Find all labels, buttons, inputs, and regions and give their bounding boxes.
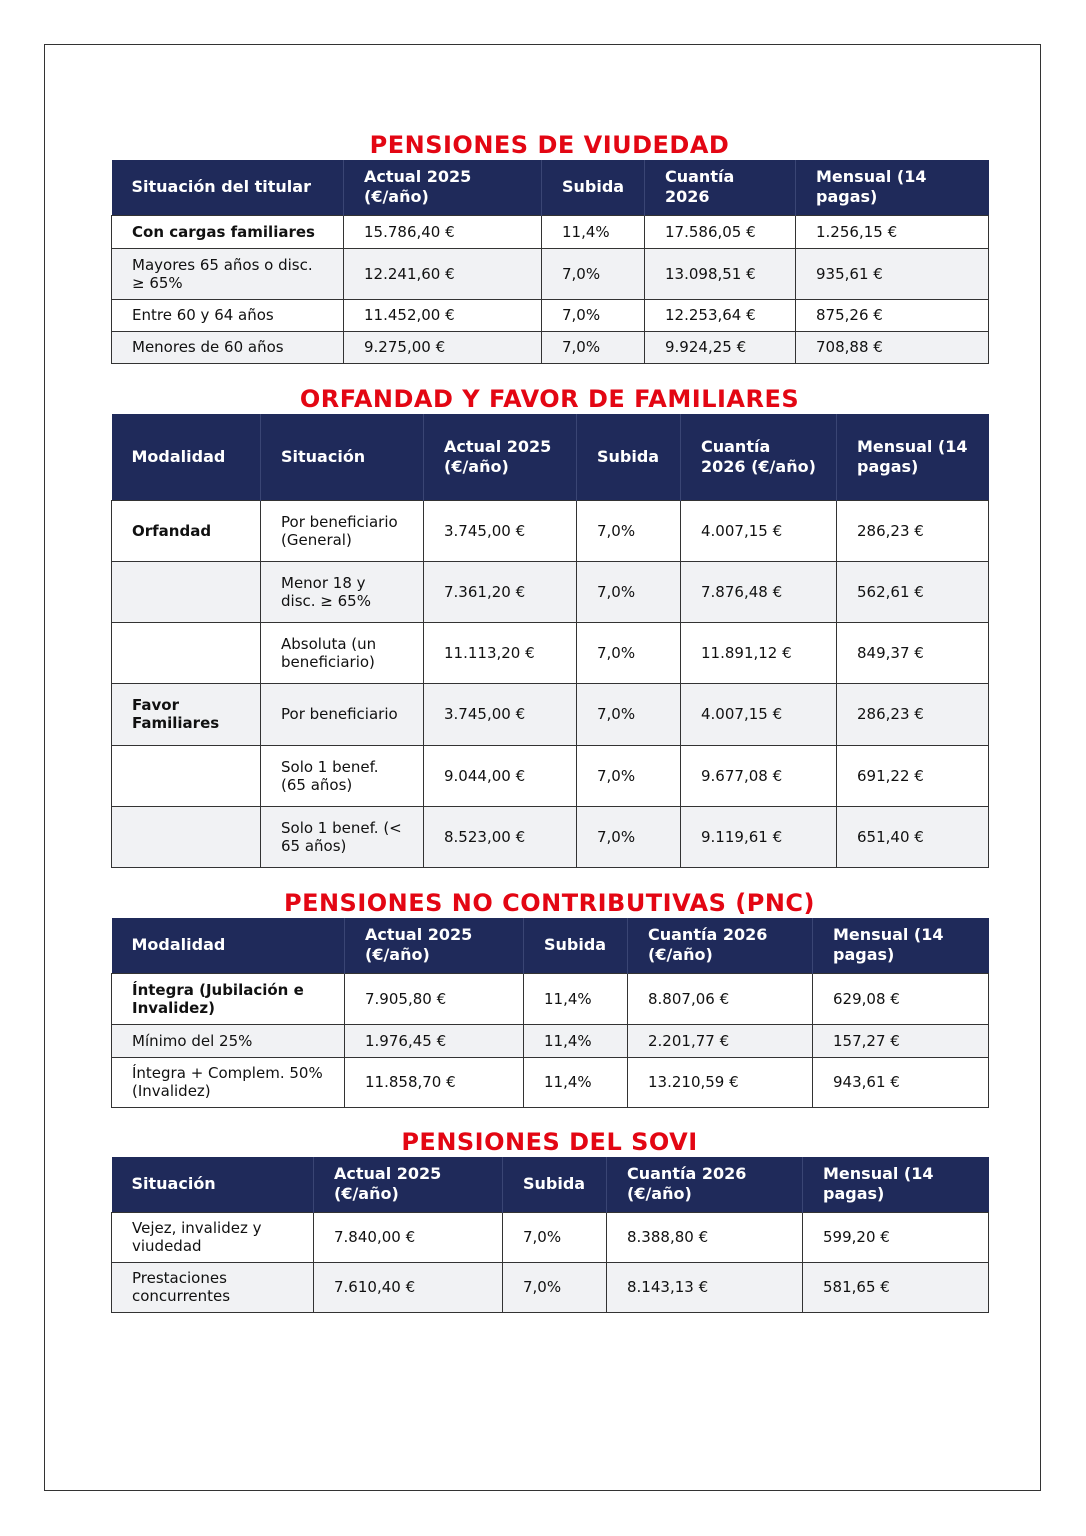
cell: 7,0% [577, 622, 681, 683]
cell: 935,61 € [796, 248, 989, 299]
cell: 629,08 € [813, 973, 989, 1024]
cell [112, 745, 261, 806]
table-row [112, 806, 989, 867]
cell: 7,0% [577, 500, 681, 561]
cell: 7,0% [503, 1262, 607, 1312]
cell: Íntegra + Complem. 50% (Invalidez) [112, 1057, 345, 1107]
table-row [112, 1262, 989, 1312]
cell: 651,40 € [837, 806, 989, 867]
table-header-row [112, 918, 989, 973]
table-viudedad [111, 160, 989, 364]
cell: 7,0% [503, 1212, 607, 1262]
section-title-pnc: PENSIONES NO CONTRIBUTIVAS (PNC) [283, 889, 815, 917]
column-header: Situación del titular [112, 160, 344, 215]
cell: 8.143,13 € [607, 1262, 803, 1312]
column-header: Mensual (14 pagas) [837, 414, 989, 500]
cell: 7,0% [577, 806, 681, 867]
cell: Por beneficiario (General) [261, 500, 424, 561]
cell: 11.858,70 € [345, 1057, 524, 1107]
cell: 11,4% [524, 1057, 628, 1107]
cell: Solo 1 benef. (65 años) [261, 745, 424, 806]
cell: 12.241,60 € [344, 248, 542, 299]
cell: 8.807,06 € [628, 973, 813, 1024]
column-header: Actual 2025 (€/año) [345, 918, 524, 973]
cell: 13.098,51 € [645, 248, 796, 299]
cell: 3.745,00 € [424, 500, 577, 561]
table-row [112, 500, 989, 561]
cell: Prestaciones concurrentes [112, 1262, 314, 1312]
cell: 7.361,20 € [424, 561, 577, 622]
cell: 7,0% [542, 248, 645, 299]
cell: Vejez, invalidez y viudedad [112, 1212, 314, 1262]
cell: 11,4% [524, 973, 628, 1024]
table-sovi [111, 1157, 989, 1313]
table-header-row [112, 160, 989, 215]
column-header: Subida [524, 918, 628, 973]
cell: Menor 18 y disc. ≥ 65% [261, 561, 424, 622]
column-header: Cuantía 2026 [645, 160, 796, 215]
cell: Por beneficiario [261, 683, 424, 745]
table-row [112, 1024, 989, 1057]
cell: 875,26 € [796, 299, 989, 331]
table-row [112, 331, 989, 363]
table-pnc [111, 918, 989, 1108]
section-title-viudedad: PENSIONES DE VIUDEDAD [369, 131, 730, 159]
cell: Solo 1 benef. (< 65 años) [261, 806, 424, 867]
cell: 1.256,15 € [796, 215, 989, 248]
table-orfandad [111, 414, 989, 868]
cell: 7.610,40 € [314, 1262, 503, 1312]
cell: 17.586,05 € [645, 215, 796, 248]
cell: 4.007,15 € [681, 683, 837, 745]
cell: Entre 60 y 64 años [112, 299, 344, 331]
cell: 7.905,80 € [345, 973, 524, 1024]
column-header: Actual 2025 (€/año) [314, 1157, 503, 1212]
cell: 7.840,00 € [314, 1212, 503, 1262]
cell: Favor Familiares [112, 683, 261, 745]
column-header: Subida [577, 414, 681, 500]
cell: 286,23 € [837, 683, 989, 745]
column-header: Mensual (14 pagas) [803, 1157, 989, 1212]
cell: 3.745,00 € [424, 683, 577, 745]
cell: 13.210,59 € [628, 1057, 813, 1107]
cell: 4.007,15 € [681, 500, 837, 561]
cell: 7,0% [577, 561, 681, 622]
column-header: Cuantía 2026 (€/año) [607, 1157, 803, 1212]
column-header: Cuantía 2026 (€/año) [681, 414, 837, 500]
cell: 7.876,48 € [681, 561, 837, 622]
section-title-orfandad: ORFANDAD Y FAVOR DE FAMILIARES [299, 385, 800, 413]
cell: Orfandad [112, 500, 261, 561]
table-row [112, 622, 989, 683]
table-row [112, 1057, 989, 1107]
column-header: Mensual (14 pagas) [813, 918, 989, 973]
cell: 11,4% [524, 1024, 628, 1057]
cell: 15.786,40 € [344, 215, 542, 248]
cell: 581,65 € [803, 1262, 989, 1312]
cell: Con cargas familiares [112, 215, 344, 248]
cell: 9.119,61 € [681, 806, 837, 867]
table-row [112, 683, 989, 745]
cell: 9.044,00 € [424, 745, 577, 806]
column-header: Actual 2025 (€/año) [344, 160, 542, 215]
column-header: Modalidad [112, 414, 261, 500]
cell: 599,20 € [803, 1212, 989, 1262]
cell [112, 806, 261, 867]
column-header: Subida [503, 1157, 607, 1212]
cell: 11.891,12 € [681, 622, 837, 683]
cell [112, 561, 261, 622]
cell: 691,22 € [837, 745, 989, 806]
cell: 7,0% [577, 745, 681, 806]
cell: 157,27 € [813, 1024, 989, 1057]
cell: 9.924,25 € [645, 331, 796, 363]
table-row [112, 215, 989, 248]
cell: 286,23 € [837, 500, 989, 561]
cell: 7,0% [542, 299, 645, 331]
column-header: Modalidad [112, 918, 345, 973]
table-row [112, 973, 989, 1024]
cell: 943,61 € [813, 1057, 989, 1107]
cell: 2.201,77 € [628, 1024, 813, 1057]
cell: 1.976,45 € [345, 1024, 524, 1057]
cell [112, 622, 261, 683]
table-header-row [112, 1157, 989, 1212]
table-header-row [112, 414, 989, 500]
column-header: Situación [261, 414, 424, 500]
cell: Mínimo del 25% [112, 1024, 345, 1057]
cell: 11.113,20 € [424, 622, 577, 683]
cell: 8.388,80 € [607, 1212, 803, 1262]
column-header: Subida [542, 160, 645, 215]
cell: 708,88 € [796, 331, 989, 363]
cell: 562,61 € [837, 561, 989, 622]
column-header: Actual 2025 (€/año) [424, 414, 577, 500]
section-title-sovi: PENSIONES DEL SOVI [401, 1128, 698, 1156]
table-row [112, 1212, 989, 1262]
cell: 9.677,08 € [681, 745, 837, 806]
cell: 9.275,00 € [344, 331, 542, 363]
column-header: Situación [112, 1157, 314, 1212]
column-header: Mensual (14 pagas) [796, 160, 989, 215]
table-row [112, 561, 989, 622]
cell: Íntegra (Jubilación e Invalidez) [112, 973, 345, 1024]
cell: 849,37 € [837, 622, 989, 683]
cell: 11,4% [542, 215, 645, 248]
cell: 12.253,64 € [645, 299, 796, 331]
table-row [112, 248, 989, 299]
cell: Absoluta (un beneficiario) [261, 622, 424, 683]
column-header: Cuantía 2026 (€/año) [628, 918, 813, 973]
cell: 7,0% [542, 331, 645, 363]
table-row [112, 299, 989, 331]
cell: 11.452,00 € [344, 299, 542, 331]
cell: Menores de 60 años [112, 331, 344, 363]
cell: 7,0% [577, 683, 681, 745]
table-row [112, 745, 989, 806]
cell: Mayores 65 años o disc. ≥ 65% [112, 248, 344, 299]
cell: 8.523,00 € [424, 806, 577, 867]
